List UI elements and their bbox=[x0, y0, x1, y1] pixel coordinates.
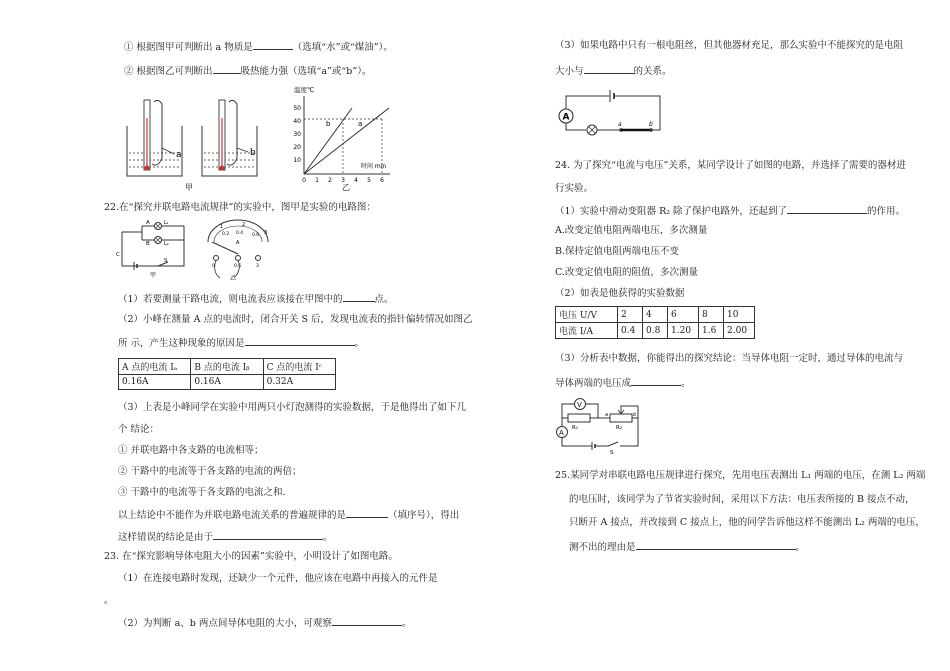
figure-caption-yi: 乙 bbox=[230, 275, 237, 282]
q22-part4: 以上结论中不能作为并联电路电流关系的普遍规律的是 （填序号），得出 bbox=[118, 510, 460, 521]
table-row bbox=[119, 375, 336, 390]
scale-label: 3 bbox=[264, 230, 268, 236]
q22-part3: （3）上表是小峰同学在实验中用两只小灯泡测得的实验数据，于是他得出了如下几 bbox=[118, 402, 467, 413]
answer-blank[interactable] bbox=[636, 540, 796, 550]
q24-part2: （2）如表是他获得的实验数据 bbox=[555, 288, 685, 299]
scale-label: 0.2 bbox=[222, 232, 230, 237]
table-header-cell: 电流 I/A bbox=[556, 323, 618, 339]
table-cell: 10 bbox=[724, 307, 755, 323]
answer-blank[interactable] bbox=[245, 336, 355, 346]
terminal-label: 0.6 bbox=[234, 264, 242, 269]
table-cell: 1.6 bbox=[699, 323, 724, 339]
q24-part3: （3）分析表中数据，你能得出的探究结论：当导体电阻一定时，通过导体的电流与 bbox=[555, 353, 904, 364]
graph-y-label: 温度℃ bbox=[294, 86, 315, 94]
x-tick: 3 bbox=[341, 177, 345, 184]
scale-label: 2 bbox=[242, 222, 246, 228]
resistance-circuit-diagram bbox=[556, 86, 666, 138]
line-label-a: a bbox=[358, 120, 363, 128]
answer-blank[interactable] bbox=[213, 530, 323, 540]
ammeter-label: A bbox=[562, 112, 570, 123]
table-cell: 0.16A bbox=[119, 375, 191, 390]
table-row bbox=[556, 307, 755, 323]
parallel-circuit-diagram bbox=[112, 218, 194, 278]
answer-blank[interactable] bbox=[346, 508, 388, 518]
q23-stem: 23. 在“探究影响导体电阻大小的因素”实验中，小明设计了如图电路。 bbox=[104, 551, 398, 562]
meter-unit-label: A bbox=[236, 240, 240, 246]
answer-blank[interactable] bbox=[253, 40, 293, 50]
q24-part1: （1）实验中滑动变阻器 R₂ 除了保护电路外，还起到了 的作用。 bbox=[555, 206, 906, 217]
q22-part2b: 所 示，产生这种现象的原因是 。 bbox=[118, 338, 365, 349]
conclusion-1: ① 并联电路中各支路的电流相等； bbox=[118, 445, 264, 456]
q21-part2: ② 根据图乙可判断出 吸热能力强（选填“a”或“b”）。 bbox=[124, 66, 372, 77]
option-c[interactable]: C.改变定值电阻的阻值，多次测量 bbox=[555, 267, 698, 278]
beaker-label-a: a bbox=[176, 150, 182, 160]
x-tick: 2 bbox=[328, 177, 332, 184]
switch-label: S bbox=[610, 450, 614, 456]
q23-part1-tail: 。 bbox=[104, 595, 114, 606]
option-a[interactable]: A.改变定值电阻两端电压，多次测量 bbox=[555, 225, 708, 236]
table-cell: 0.4 bbox=[618, 323, 643, 339]
q22-part5: 这样错误的结论是由于 。 bbox=[118, 532, 333, 543]
q23-part3b: 大小与 的关系。 bbox=[555, 66, 672, 77]
point-label-c: C bbox=[116, 252, 120, 258]
table-header-cell: 电压 U/V bbox=[556, 307, 618, 323]
table-cell: 0.16A bbox=[191, 375, 263, 390]
lamp-label-l1: L₁ bbox=[164, 220, 169, 226]
voltage-current-table bbox=[555, 306, 755, 339]
voltmeter-label: V bbox=[577, 401, 582, 409]
q22-stem: 22.在“探究并联电路电流规律”的实验中，图甲是实验的电路图： bbox=[104, 202, 376, 213]
table-cell: 4 bbox=[643, 307, 668, 323]
answer-blank[interactable] bbox=[343, 292, 375, 302]
table-header-cell: B 点的电流 Iᵦ bbox=[191, 359, 263, 375]
q25-line3: 只断开 A 接点，并改接到 C 接点上，他的同学告诉他这样不能测出 L₂ 两端的电压， bbox=[569, 517, 925, 528]
graph-x-label: 时间 min bbox=[361, 163, 387, 170]
table-header-cell: C 点的电流 Iᶜ bbox=[263, 359, 335, 375]
q25-line4: 测不出的理由是 。 bbox=[569, 542, 806, 553]
ammeter-diagram bbox=[202, 220, 274, 282]
conclusion-3: ③ 干路中的电流等于各支路的电流之和. bbox=[118, 487, 286, 498]
beaker-label-b: b bbox=[250, 148, 256, 158]
table-header-cell: A 点的电流 Iₐ bbox=[119, 359, 191, 375]
answer-blank[interactable] bbox=[584, 64, 634, 74]
resistor-label-r2: R₂ bbox=[616, 425, 623, 431]
q25-line2: 的电压时，该同学为了节省实验时间，采用以下方法：电压表所接的 B 接点不动， bbox=[569, 494, 915, 505]
y-tick: 20 bbox=[293, 144, 301, 151]
figure-caption-jia: 甲 bbox=[185, 183, 193, 192]
q23-part3: （3）如果电路中只有一根电阻丝，但其他器材充足，那么实验中不能探究的是电阻 bbox=[555, 40, 904, 51]
lamp-label-l2: L₂ bbox=[164, 241, 169, 247]
beaker-figure bbox=[122, 98, 282, 193]
x-tick: 5 bbox=[367, 177, 371, 184]
q22-part3b: 个 结论： bbox=[118, 424, 160, 435]
resistor-label-r1: R₁ bbox=[572, 425, 579, 431]
point-label-a: a bbox=[618, 121, 622, 128]
table-cell: 2 bbox=[618, 307, 643, 323]
answer-blank[interactable] bbox=[213, 64, 241, 74]
q23-part2: （2）为判断 a、b 两点间导体电阻的大小，可观察 。 bbox=[118, 618, 412, 629]
y-tick: 50 bbox=[293, 105, 301, 112]
conclusion-2: ② 干路中的电流等于各支路的电流的两倍； bbox=[118, 466, 302, 477]
y-tick: 40 bbox=[293, 118, 301, 125]
x-tick: 0 bbox=[302, 177, 306, 184]
table-cell: 0.32A bbox=[263, 375, 335, 390]
q22-part1: （1）若要测量干路电流，则电流表应该接在甲图中的 点。 bbox=[118, 294, 394, 305]
option-b[interactable]: B.保持定值电阻两端电压不变 bbox=[555, 246, 680, 257]
ammeter-label: A bbox=[559, 429, 564, 437]
y-tick: 30 bbox=[293, 131, 301, 138]
figure-caption-yi: 乙 bbox=[342, 183, 350, 192]
terminal-label: 3 bbox=[256, 264, 259, 269]
answer-blank[interactable] bbox=[631, 376, 681, 386]
q24-stem-b: 行实验。 bbox=[555, 183, 594, 194]
q24-stem: 24. 为了探究“电流与电压”关系，某同学设计了如图的电路，并选择了需要的器材进 bbox=[555, 160, 906, 171]
table-cell: 8 bbox=[699, 307, 724, 323]
point-label-a: A bbox=[146, 220, 150, 226]
x-tick: 1 bbox=[315, 177, 319, 184]
current-data-table bbox=[118, 358, 336, 390]
q23-part1: （1）在连接电路时发现，还缺少一个元件，他应该在电路中再接入的元件是 bbox=[118, 573, 438, 584]
table-cell: 1.20 bbox=[668, 323, 699, 339]
table-header-row bbox=[119, 359, 336, 375]
point-label-b: b bbox=[649, 121, 653, 128]
q24-part3b: 导体两端的电压成 。 bbox=[555, 378, 691, 389]
answer-blank[interactable] bbox=[787, 204, 867, 214]
switch-label: S bbox=[164, 258, 168, 264]
q21-part1: ① 根据图甲可判断出 a 物质是 （选填“水”或“煤油”）。 bbox=[124, 42, 393, 53]
answer-blank[interactable] bbox=[332, 616, 402, 626]
x-tick: 4 bbox=[354, 177, 358, 184]
current-voltage-circuit-diagram bbox=[552, 396, 646, 456]
point-label-b: b bbox=[633, 412, 637, 418]
point-label-b: B bbox=[146, 241, 150, 247]
temperature-graph bbox=[286, 86, 396, 190]
table-row bbox=[556, 323, 755, 339]
x-tick: 6 bbox=[380, 177, 384, 184]
table-cell: 6 bbox=[668, 307, 699, 323]
scale-label: 1 bbox=[220, 224, 224, 230]
q22-part2: （2）小峰在测量 A 点的电流时，闭合开关 S 后，发现电流表的指针偏转情况如图乙 bbox=[118, 314, 473, 325]
table-cell: 2.00 bbox=[724, 323, 755, 339]
line-label-b: b bbox=[326, 120, 331, 128]
terminal-label: 0 bbox=[212, 264, 215, 269]
point-label-a: a bbox=[605, 412, 609, 418]
scale-label: 0.4 bbox=[236, 231, 244, 236]
q25-stem: 25.某同学对串联电路电压规律进行探究，先用电压表测出 L₁ 两端的电压，在测 L₂ 两端 bbox=[555, 470, 926, 481]
table-cell: 0.8 bbox=[643, 323, 668, 339]
figure-caption-jia: 甲 bbox=[150, 272, 157, 279]
y-tick: 10 bbox=[293, 157, 301, 164]
scale-label: 0.6 bbox=[252, 233, 260, 238]
